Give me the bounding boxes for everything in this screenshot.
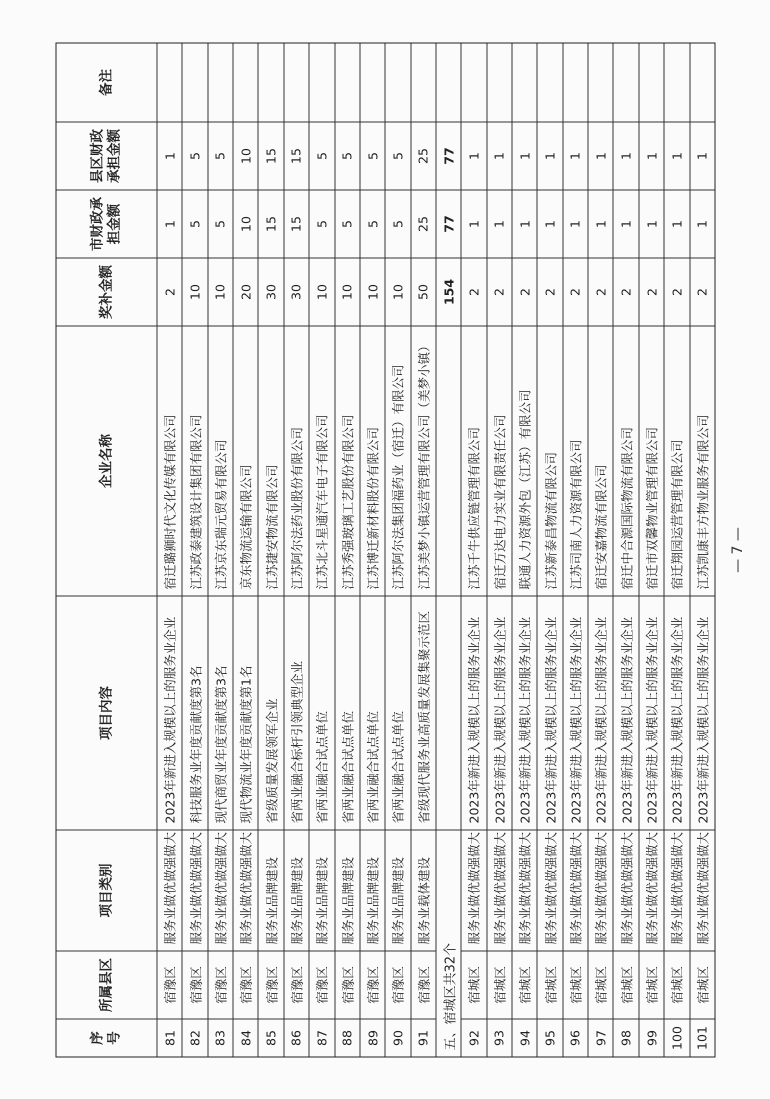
page-number: — 7 — xyxy=(730,527,746,573)
table-row xyxy=(181,43,206,1056)
amount-cell: 2 xyxy=(639,258,663,326)
city-share-cell: 5 xyxy=(309,190,333,258)
note-cell xyxy=(309,43,333,122)
county-share-cell: 15 xyxy=(284,122,308,190)
note-cell xyxy=(613,43,637,122)
category-cell: 服务业品牌建设 xyxy=(284,830,308,951)
county-cell: 宿豫区 xyxy=(309,951,333,1019)
county-cell: 宿城区 xyxy=(588,951,612,1019)
table-row xyxy=(689,43,714,1056)
note-cell xyxy=(563,43,587,122)
content-cell: 省两业融合试点单位 xyxy=(309,596,333,830)
company-cell: 江苏阿尔法集团福药业（宿迁）有限公司 xyxy=(385,326,409,596)
county-cell: 宿城区 xyxy=(690,951,714,1019)
category-cell: 服务业品牌建设 xyxy=(385,830,409,951)
city-share-cell: 5 xyxy=(360,190,384,258)
row-number: 100 xyxy=(668,1025,684,1050)
header-company: 企业名称 xyxy=(56,326,156,596)
city-share-cell: 1 xyxy=(664,190,688,258)
table-row xyxy=(663,43,688,1056)
company-cell: 宿迁万达电力实业有限责任公司 xyxy=(487,326,511,596)
category-cell: 服务业做优做强做大 xyxy=(157,830,181,951)
table-row xyxy=(511,43,536,1056)
row-number: 96 xyxy=(567,1029,583,1046)
company-cell: 江苏千牛供应链管理有限公司 xyxy=(461,326,485,596)
company-cell: 江苏捷安物流有限公司 xyxy=(258,326,282,596)
category-cell: 服务业做优做强做大 xyxy=(208,830,232,951)
amount-cell: 30 xyxy=(258,258,282,326)
category-cell: 服务业做优做强做大 xyxy=(537,830,561,951)
category-cell: 服务业品牌建设 xyxy=(335,830,359,951)
amount-cell: 2 xyxy=(613,258,637,326)
category-cell: 服务业做优做强做大 xyxy=(182,830,206,951)
subtotal-note xyxy=(436,43,460,122)
header-category: 项目类别 xyxy=(56,830,156,951)
row-number: 81 xyxy=(161,1029,177,1046)
amount-cell: 20 xyxy=(233,258,257,326)
header-no: 序号 xyxy=(89,1030,122,1045)
content-cell: 省两业融合标杆引领典型企业 xyxy=(284,596,308,830)
county-cell: 宿豫区 xyxy=(360,951,384,1019)
county-share-cell: 1 xyxy=(157,122,181,190)
city-share-cell: 5 xyxy=(208,190,232,258)
amount-cell: 2 xyxy=(157,258,181,326)
county-share-cell: 1 xyxy=(588,122,612,190)
amount-cell: 2 xyxy=(664,258,688,326)
amount-cell: 10 xyxy=(309,258,333,326)
company-cell: 江苏凯康丰方物业服务有限公司 xyxy=(690,326,714,596)
table-row xyxy=(460,43,485,1056)
header-amount: 奖补金额 xyxy=(56,258,156,326)
amount-cell: 2 xyxy=(563,258,587,326)
table-row xyxy=(612,43,637,1056)
amount-cell: 10 xyxy=(182,258,206,326)
county-cell: 宿城区 xyxy=(613,951,637,1019)
city-share-cell: 1 xyxy=(512,190,536,258)
category-cell: 服务业做优做强做大 xyxy=(461,830,485,951)
city-share-cell: 1 xyxy=(588,190,612,258)
header-city-share: 市财政承担金额 xyxy=(56,190,156,258)
table-row xyxy=(156,43,181,1056)
table-row xyxy=(384,43,409,1056)
company-cell: 宿迁中合源国际物流有限公司 xyxy=(613,326,637,596)
row-number: 88 xyxy=(339,1029,355,1046)
category-cell: 服务业做优做强做大 xyxy=(487,830,511,951)
note-cell xyxy=(335,43,359,122)
company-cell: 宿迁翔园运营管理有限公司 xyxy=(664,326,688,596)
note-cell xyxy=(157,43,181,122)
city-share-cell: 15 xyxy=(284,190,308,258)
note-cell xyxy=(385,43,409,122)
content-cell: 科技服务业年度贡献度第3名 xyxy=(182,596,206,830)
county-cell: 宿城区 xyxy=(512,951,536,1019)
city-share-cell: 1 xyxy=(639,190,663,258)
row-number: 91 xyxy=(415,1029,431,1046)
company-cell: 江苏美梦小镇运营管理有限公司（美梦小镇） xyxy=(411,326,435,596)
category-cell: 服务业做优做强做大 xyxy=(512,830,536,951)
note-cell xyxy=(182,43,206,122)
county-cell: 宿豫区 xyxy=(233,951,257,1019)
table-row xyxy=(587,43,612,1056)
content-cell: 2023年新进入规模以上的服务业企业 xyxy=(512,596,536,830)
amount-cell: 30 xyxy=(284,258,308,326)
content-cell: 2023年新进入规模以上的服务业企业 xyxy=(613,596,637,830)
city-share-cell: 1 xyxy=(537,190,561,258)
city-share-cell: 1 xyxy=(613,190,637,258)
county-share-cell: 15 xyxy=(258,122,282,190)
amount-cell: 10 xyxy=(360,258,384,326)
company-cell: 江苏政泰建筑设计集团有限公司 xyxy=(182,326,206,596)
category-cell: 服务业品牌建设 xyxy=(309,830,333,951)
content-cell: 2023年新进入规模以上的服务业企业 xyxy=(588,596,612,830)
note-cell xyxy=(208,43,232,122)
note-cell xyxy=(588,43,612,122)
company-cell: 江苏阿尔法药业股份有限公司 xyxy=(284,326,308,596)
header-county-share: 县区财政承担金额 xyxy=(56,122,156,190)
county-share-cell: 1 xyxy=(537,122,561,190)
content-cell: 2023年新进入规模以上的服务业企业 xyxy=(563,596,587,830)
county-cell: 宿豫区 xyxy=(182,951,206,1019)
county-share-cell: 5 xyxy=(335,122,359,190)
row-number: 92 xyxy=(465,1029,481,1046)
county-share-cell: 5 xyxy=(182,122,206,190)
content-cell: 省两业融合试点单位 xyxy=(360,596,384,830)
note-cell xyxy=(411,43,435,122)
company-cell: 联通人力资源外包（江苏）有限公司 xyxy=(512,326,536,596)
category-cell: 服务业做优做强做大 xyxy=(613,830,637,951)
row-number: 83 xyxy=(212,1029,228,1046)
table-row xyxy=(257,43,282,1056)
content-cell: 省级现代服务业高质量发展集聚示范区 xyxy=(411,596,435,830)
company-cell: 宿迁璐狮时代文化传媒有限公司 xyxy=(157,326,181,596)
category-cell: 服务业品牌建设 xyxy=(258,830,282,951)
city-share-cell: 1 xyxy=(690,190,714,258)
category-cell: 服务业载体建设 xyxy=(411,830,435,951)
note-cell xyxy=(512,43,536,122)
company-cell: 江苏秀强玻璃工艺股份有限公司 xyxy=(335,326,359,596)
amount-cell: 10 xyxy=(385,258,409,326)
company-cell: 宿迁市双馨物业管理有限公司 xyxy=(639,326,663,596)
county-cell: 宿豫区 xyxy=(335,951,359,1019)
amount-cell: 10 xyxy=(208,258,232,326)
note-cell xyxy=(639,43,663,122)
note-cell xyxy=(284,43,308,122)
note-cell xyxy=(664,43,688,122)
amount-cell: 2 xyxy=(588,258,612,326)
county-share-cell: 5 xyxy=(309,122,333,190)
county-share-cell: 1 xyxy=(690,122,714,190)
content-cell: 2023年新进入规模以上的服务业企业 xyxy=(664,596,688,830)
subtotal-city-share: 77 xyxy=(436,190,460,258)
amount-cell: 2 xyxy=(512,258,536,326)
table-row xyxy=(486,43,511,1056)
county-cell: 宿城区 xyxy=(461,951,485,1019)
county-cell: 宿城区 xyxy=(537,951,561,1019)
content-cell: 现代物流业年度贡献度第1名 xyxy=(233,596,257,830)
category-cell: 服务业品牌建设 xyxy=(360,830,384,951)
county-share-cell: 1 xyxy=(461,122,485,190)
row-number: 97 xyxy=(592,1029,608,1046)
table-row xyxy=(308,43,333,1056)
county-cell: 宿城区 xyxy=(664,951,688,1019)
subtotal-row xyxy=(435,43,460,1056)
city-share-cell: 10 xyxy=(233,190,257,258)
note-cell xyxy=(233,43,257,122)
city-share-cell: 25 xyxy=(411,190,435,258)
table-row xyxy=(638,43,663,1056)
company-cell: 江苏京东瑞元贸易有限公司 xyxy=(208,326,232,596)
county-cell: 宿豫区 xyxy=(411,951,435,1019)
county-share-cell: 1 xyxy=(487,122,511,190)
county-cell: 宿豫区 xyxy=(208,951,232,1019)
county-cell: 宿豫区 xyxy=(157,951,181,1019)
table-row xyxy=(562,43,587,1056)
note-cell xyxy=(360,43,384,122)
table-row xyxy=(283,43,308,1056)
county-share-cell: 1 xyxy=(563,122,587,190)
county-cell: 宿城区 xyxy=(639,951,663,1019)
row-number: 90 xyxy=(389,1029,405,1046)
company-cell: 江苏新泰昌物流有限公司 xyxy=(537,326,561,596)
table-row xyxy=(207,43,232,1056)
category-cell: 服务业做优做强做大 xyxy=(563,830,587,951)
city-share-cell: 1 xyxy=(563,190,587,258)
subtotal-empty-company xyxy=(436,326,460,596)
city-share-cell: 1 xyxy=(157,190,181,258)
county-cell: 宿城区 xyxy=(487,951,511,1019)
county-cell: 宿豫区 xyxy=(284,951,308,1019)
county-share-cell: 1 xyxy=(613,122,637,190)
city-share-cell: 5 xyxy=(335,190,359,258)
city-share-cell: 1 xyxy=(461,190,485,258)
row-number: 82 xyxy=(187,1029,203,1046)
table-header-row xyxy=(56,43,156,1056)
category-cell: 服务业做优做强做大 xyxy=(690,830,714,951)
category-cell: 服务业做优做强做大 xyxy=(233,830,257,951)
row-number: 94 xyxy=(516,1029,532,1046)
table-row xyxy=(536,43,561,1056)
note-cell xyxy=(461,43,485,122)
amount-cell: 2 xyxy=(690,258,714,326)
note-cell xyxy=(537,43,561,122)
row-number: 95 xyxy=(542,1029,558,1046)
row-number: 93 xyxy=(491,1029,507,1046)
subtotal-amount: 154 xyxy=(436,258,460,326)
note-cell xyxy=(690,43,714,122)
content-cell: 2023年新进入规模以上的服务业企业 xyxy=(537,596,561,830)
row-number: 98 xyxy=(618,1029,634,1046)
note-cell xyxy=(258,43,282,122)
subtotal-label: 五、宿城区共32个 xyxy=(442,942,458,1050)
header-note: 备注 xyxy=(56,43,156,122)
table-row xyxy=(359,43,384,1056)
company-cell: 江苏博迁新材料股份有限公司 xyxy=(360,326,384,596)
note-cell xyxy=(487,43,511,122)
category-cell: 服务业做优做强做大 xyxy=(639,830,663,951)
county-share-cell: 5 xyxy=(208,122,232,190)
row-number: 86 xyxy=(288,1029,304,1046)
amount-cell: 10 xyxy=(335,258,359,326)
content-cell: 2023年新进入规模以上的服务业企业 xyxy=(639,596,663,830)
city-share-cell: 5 xyxy=(385,190,409,258)
content-cell: 2023年新进入规模以上的服务业企业 xyxy=(461,596,485,830)
county-share-cell: 25 xyxy=(411,122,435,190)
table-row xyxy=(334,43,359,1056)
company-cell: 江苏北斗星通汽车电子有限公司 xyxy=(309,326,333,596)
amount-cell: 2 xyxy=(487,258,511,326)
category-cell: 服务业做优做强做大 xyxy=(588,830,612,951)
subsidy-table xyxy=(55,42,715,1057)
county-share-cell: 1 xyxy=(639,122,663,190)
city-share-cell: 1 xyxy=(487,190,511,258)
table-row xyxy=(232,43,257,1056)
city-share-cell: 15 xyxy=(258,190,282,258)
subtotal-empty-content xyxy=(436,596,460,830)
amount-cell: 2 xyxy=(461,258,485,326)
row-number: 99 xyxy=(643,1029,659,1046)
company-cell: 京东物流运输有限公司 xyxy=(233,326,257,596)
city-share-cell: 5 xyxy=(182,190,206,258)
county-share-cell: 1 xyxy=(512,122,536,190)
county-share-cell: 5 xyxy=(360,122,384,190)
row-number: 87 xyxy=(313,1029,329,1046)
header-content: 项目内容 xyxy=(56,596,156,830)
table-row xyxy=(410,43,435,1056)
company-cell: 宿迁安嘉物流有限公司 xyxy=(588,326,612,596)
county-cell: 宿城区 xyxy=(563,951,587,1019)
content-cell: 省级质量发展领军企业 xyxy=(258,596,282,830)
row-number: 89 xyxy=(364,1029,380,1046)
county-share-cell: 1 xyxy=(664,122,688,190)
row-number: 101 xyxy=(694,1025,710,1050)
content-cell: 省两业融合试点单位 xyxy=(335,596,359,830)
content-cell: 2023年新进入规模以上的服务业企业 xyxy=(487,596,511,830)
header-county: 所属县区 xyxy=(56,951,156,1019)
content-cell: 省两业融合试点单位 xyxy=(385,596,409,830)
company-cell: 江苏司南人力资源有限公司 xyxy=(563,326,587,596)
amount-cell: 50 xyxy=(411,258,435,326)
row-number: 85 xyxy=(263,1029,279,1046)
row-number: 84 xyxy=(237,1029,253,1046)
county-share-cell: 10 xyxy=(233,122,257,190)
county-cell: 宿豫区 xyxy=(258,951,282,1019)
county-share-cell: 5 xyxy=(385,122,409,190)
category-cell: 服务业做优做强做大 xyxy=(664,830,688,951)
content-cell: 2023年新进入规模以上的服务业企业 xyxy=(157,596,181,830)
county-cell: 宿豫区 xyxy=(385,951,409,1019)
subtotal-county-share: 77 xyxy=(436,122,460,190)
amount-cell: 2 xyxy=(537,258,561,326)
content-cell: 2023年新进入规模以上的服务业企业 xyxy=(690,596,714,830)
content-cell: 现代商贸业年度贡献度第3名 xyxy=(208,596,232,830)
